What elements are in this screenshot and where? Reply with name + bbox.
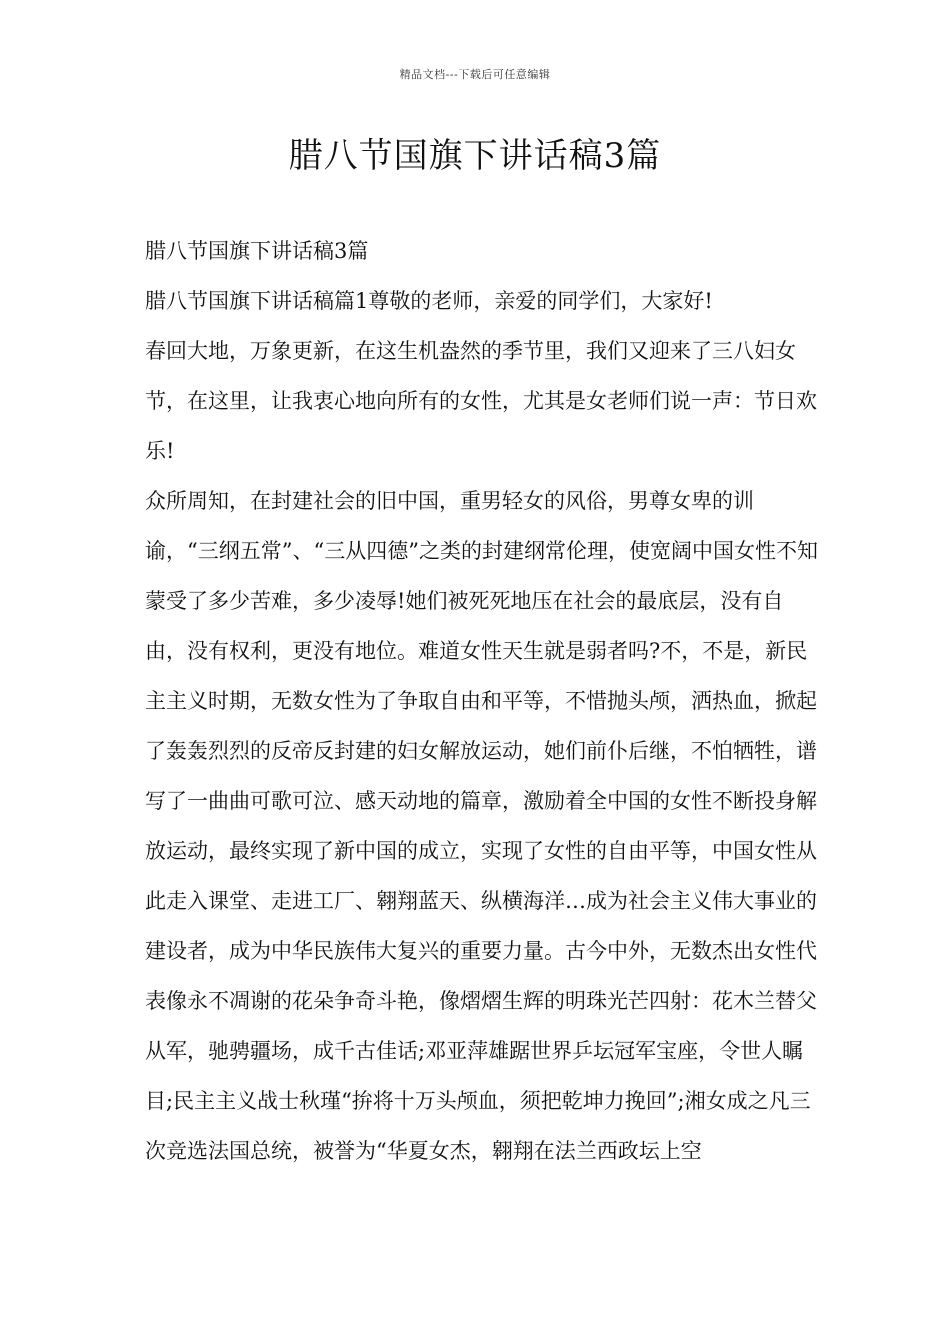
greeting-paragraph: 腊八节国旗下讲话稿篇1尊敬的老师，亲爱的同学们，大家好! <box>145 289 713 313</box>
document-body <box>145 226 825 1176</box>
subtitle-paragraph: 腊八节国旗下讲话稿3篇 <box>145 239 369 263</box>
body-paragraph: 众所周知，在封建社会的旧中国，重男轻女的风俗，男尊女卑的训谕，“三纲五常”、“三从四德”之类的封建纲常伦理，使宽阔中国女性不知蒙受了多少苦难，多少凌辱!她们被死死地压在社会的最底层，没有自由，没有权利，更没有地位。难道女性天生就是弱者吗?不，不是，新民主主义时期，无数女性为了争取自由和平等，不惜抛头颅，洒热血，掀起了轰轰烈烈的反帝反封建的妇女解放运动，她们前仆后继，不怕牺牲，谱写了一曲曲可歌可泣、感天动地的篇章，激励着全中国的女性不断投身解放运动，最终实现了新中国的成立，实现了女性的自由平等，中国女性从此走入课堂、走进工厂、翱翔蓝天、纵横海洋…成为社会主义伟大事业的建设者，成为中华民族伟大复兴的重要力量。古今中外，无数杰出女性代表像永不凋谢的花朵争奇斗艳，像熠熠生辉的明珠光芒四射：花木兰替父从军，驰骋疆场，成千古佳话;邓亚萍雄踞世界乒坛冠军宝座，令世人瞩目;民主主义战士秋瑾“拚将十万头颅血，须把乾坤力挽回”;湘女成之凡三次竞选法国总统，被誉为“华夏女杰，翱翔在法兰西政坛上空 <box>145 489 818 1163</box>
document-title: 腊八节国旗下讲话稿3篇 <box>288 136 662 176</box>
body-paragraph: 春回大地，万象更新，在这生机盎然的季节里，我们又迎来了三八妇女节，在这里，让我衷心地向所有的女性，尤其是女老师们说一声：节日欢乐! <box>145 339 817 463</box>
header-note: 精品文档---下载后可任意编辑 <box>399 68 551 81</box>
